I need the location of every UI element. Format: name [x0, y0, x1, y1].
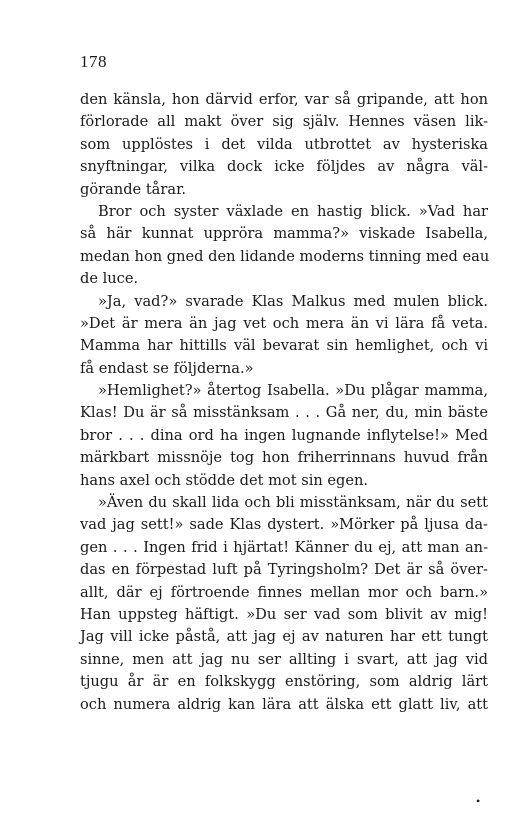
page-text-body [80, 89, 488, 716]
text-line: bror . . . dina ord ha ingen lugnande inflytelse!» Med [80, 426, 488, 444]
text-line: Bror och syster växlade en hastig blick. »Vad har [98, 202, 488, 220]
text-line: så här kunnat uppröra mamma?» viskade Isabella, [80, 225, 488, 243]
text-line: som upplöstes i det vilda utbrottet av hysteriska [80, 135, 488, 153]
text-line: »Ja, vad?» svarade Klas Malkus med mulen blick. [98, 292, 488, 310]
text-line: »Det är mera än jag vet och mera än vi lära få veta. [80, 314, 488, 332]
text-line: Klas! Du är så misstänksam . . . Gå ner, du, min bäste [80, 404, 488, 422]
text-line: medan hon gned den lidande moderns tinning med eau [80, 247, 490, 265]
text-line: allt, där ej förtroende finnes mellan mor och barn.» [80, 583, 488, 601]
text-line: görande tårar. [80, 180, 187, 198]
footer-mark: • [476, 794, 481, 808]
text-line: sinne, men att jag nu ser allting i svart, att jag vid [80, 650, 488, 668]
text-line: Han uppsteg häftigt. »Du ser vad som blivit av mig! [80, 605, 488, 623]
text-line: märkbart missnöje tog hon friherrinnans huvud från [80, 449, 488, 467]
text-line: vad jag sett!» sade Klas dystert. »Mörker på ljusa da- [80, 516, 488, 534]
text-line: hans axel och stödde det mot sin egen. [80, 471, 369, 489]
text-line: snyftningar, vilka dock icke följdes av några väl- [80, 158, 488, 176]
text-line: förlorade all makt över sig själv. Hennes väsen lik- [80, 113, 488, 131]
text-line: tjugu år är en folkskygg enstöring, som aldrig lärt [80, 673, 488, 691]
text-line: Mamma har hittills väl bevarat sin hemlighet, och vi [80, 337, 488, 355]
text-line: och numera aldrig kan lära att älska ett glatt liv, att [80, 695, 488, 713]
text-line: gen . . . Ingen frid i hjärtat! Känner du ej, att man an- [80, 538, 488, 556]
book-page [80, 52, 488, 716]
text-line: de luce. [80, 270, 139, 288]
text-line: den känsla, hon därvid erfor, var så gripande, att hon [80, 91, 488, 108]
text-line: Jag vill icke påstå, att jag ej av naturen har ett tungt [80, 628, 488, 646]
text-line: »Hemlighet?» återtog Isabella. »Du plågar mamma, [98, 382, 488, 400]
text-line: »Även du skall lida och bli misstänksam, när du sett [98, 494, 488, 512]
page-number: 178 [80, 52, 107, 71]
text-line: få endast se följderna.» [80, 359, 254, 377]
text-line: das en förpestad luft på Tyringsholm? Det är så över- [80, 561, 488, 579]
